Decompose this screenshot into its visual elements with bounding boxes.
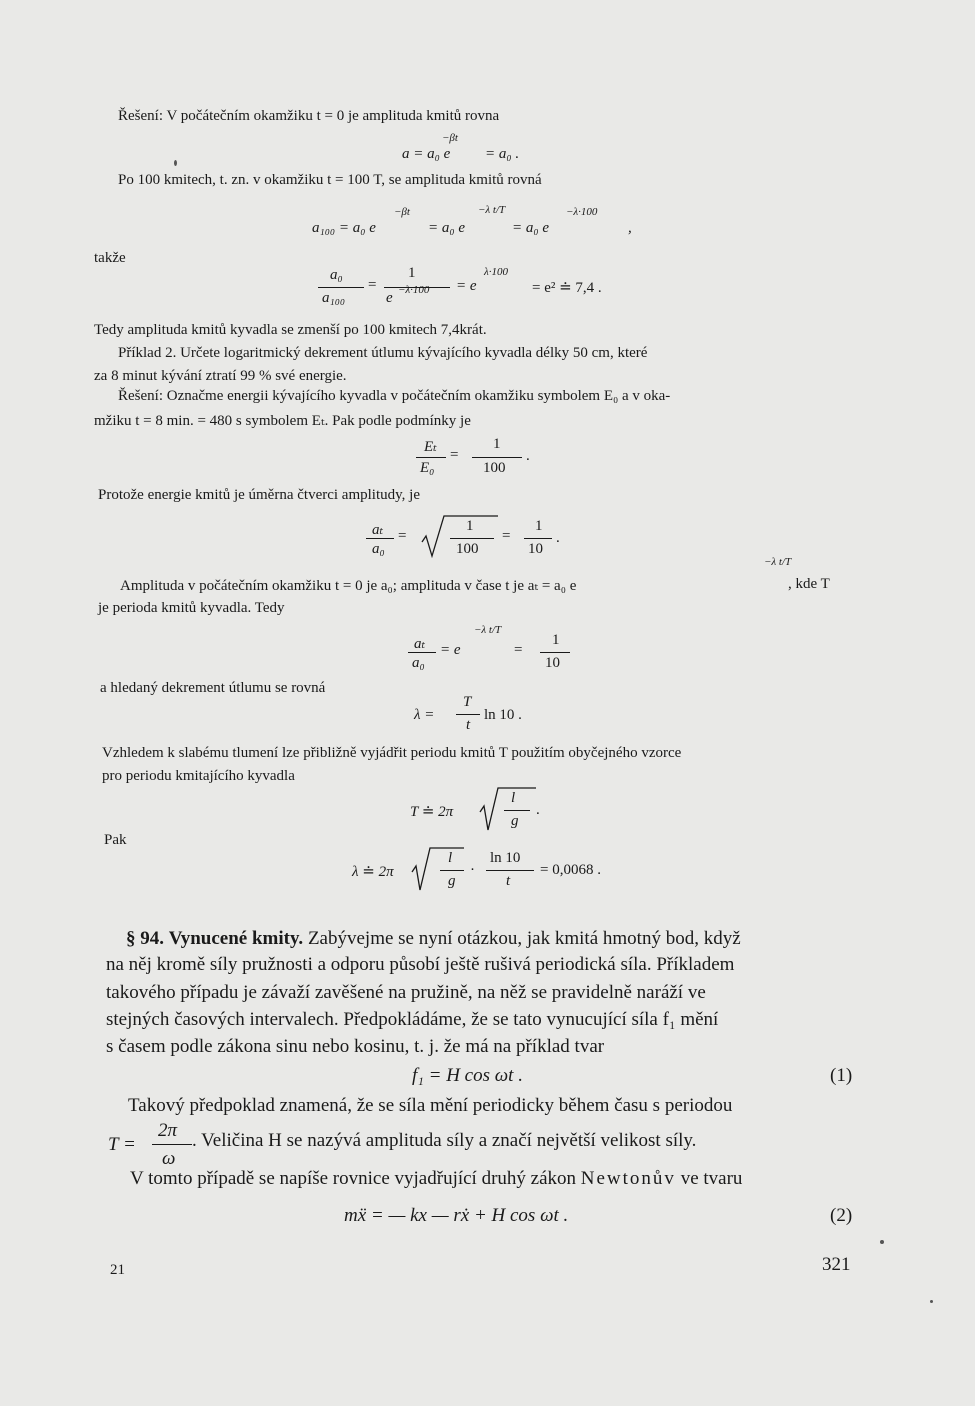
section-para-line-3: takového případu je závaží zavěšené na pružině, na něž se pravidelně naráží ve: [106, 982, 706, 1003]
eq-14-exponent: −λ t/T: [764, 556, 792, 568]
eq-5-frac-line: [366, 538, 394, 539]
signature-mark: 21: [110, 1262, 125, 1278]
eq-3-rhs: = e: [456, 278, 477, 294]
section-para-line-1: Zabývejme se nyní otázkou, jak kmitá hmotný bod, když: [307, 928, 741, 949]
eq-8-dot: .: [536, 802, 540, 818]
section-para-line-8: [130, 1168, 742, 1190]
eq-5-num-3: 1: [535, 518, 543, 534]
eq-9-den-2: t: [506, 873, 511, 889]
eq-3-den-2: e: [386, 290, 393, 306]
text-line-3: Po 100 kmitech, t. zn. v okamžiku t = 100 T, se amplituda kmitů rovná: [118, 172, 542, 188]
eq-9-num: l: [448, 850, 453, 866]
eq-5-root-num: 1: [466, 518, 474, 534]
eq-7-lhs: λ =: [414, 707, 435, 723]
eq-5-dot: .: [556, 530, 560, 546]
formula-T-den: ω: [162, 1148, 176, 1169]
eq-3-den: a₁₀₀: [322, 290, 346, 306]
eq-1-rhs: = a₀ .: [485, 146, 520, 162]
eq-8-lhs: T ≐ 2π: [410, 804, 454, 820]
example-2-line-1: Příklad 2. Určete logaritmický dekrement útlumu kývajícího kyvadla délky 50 cm, které: [118, 345, 648, 361]
text-line-6: Tedy amplituda kmitů kyvadla se zmenší po 100 kmitech 7,4krát.: [94, 322, 487, 338]
eq-1-exponent: −βt: [442, 132, 458, 144]
eq-8-den: g: [511, 813, 519, 829]
eq-8-frac-line: [504, 810, 530, 811]
eq-9-lhs: λ ≐ 2π: [352, 864, 394, 880]
eq-5-den: a₀: [372, 541, 385, 557]
text-line-19: Vzhledem k slabému tlumení lze přibližně vyjádřit periodu kmitů T použitím obyčejného vzorce: [102, 745, 682, 761]
eq-6-num-2: 1: [552, 632, 560, 648]
eq-3-num-2: 1: [408, 265, 416, 281]
eq-3-end: = e² ≐ 7,4 .: [532, 280, 602, 296]
eq-6-num: aₜ: [414, 636, 426, 652]
eq-4-frac-line-2: [472, 457, 522, 458]
sqrt-sign-3: [410, 844, 466, 894]
sqrt-sign-2: [478, 784, 538, 834]
formula-T-lhs: T =: [108, 1134, 136, 1155]
eq-3-equals: =: [368, 277, 377, 293]
eq-9-den: g: [448, 873, 456, 889]
eq-5-den-3: 10: [528, 541, 543, 557]
text-line-14-end: , kde T: [788, 576, 830, 592]
solution-line-1: Řešení: V počátečním okamžiku t = 0 je amplituda kmitů rovna: [118, 108, 500, 124]
text-line-15: je perioda kmitů kyvadla. Tedy: [98, 600, 285, 616]
eq-5-equals: =: [398, 528, 407, 544]
section-heading: [126, 928, 741, 950]
eq-7-den: t: [466, 717, 471, 733]
eq-5-root-frac-line: [450, 538, 494, 539]
word-takze: takže: [94, 250, 126, 266]
eq-6-frac-line-2: [540, 652, 570, 653]
section-para-line-4: stejných časových intervalech. Předpokládáme, že se tato vynucující síla f₁ mění: [106, 1009, 719, 1030]
formula-T-frac-line: [152, 1144, 192, 1145]
eq-2-exp-1: −βt: [394, 206, 410, 218]
section-para-line-5: s časem podle zákona sinu nebo kosinu, t. j. že má na příklad tvar: [106, 1036, 605, 1057]
eq-3-frac-line: [318, 287, 364, 288]
eq-2-lhs: a₁₀₀ = a₀ e: [312, 220, 376, 236]
eq-2-mid-2: = a₀ e: [512, 220, 549, 236]
section-para-line-2: na něj kromě síly pružnosti a odporu působí ještě rušivá periodická síla. Příkladem: [106, 954, 735, 975]
eq-2-mid: = a₀ e: [428, 220, 465, 236]
eq-4-den: E₀: [420, 460, 435, 476]
eq-3-den-2-exp: −λ·100: [398, 284, 430, 296]
section-number: § 94.: [126, 928, 164, 949]
text-line-20: pro periodu kmitajícího kyvadla: [102, 768, 295, 784]
eq-4-num-2: 1: [493, 436, 501, 452]
paper-speck: [880, 1240, 884, 1244]
newton-name: Newtonův: [580, 1168, 676, 1189]
eq-2-end: ,: [628, 220, 632, 236]
eq-7-frac-line: [456, 714, 480, 715]
eq-6-frac-line: [408, 652, 436, 653]
formula-T-num: 2π: [158, 1120, 178, 1141]
paper-speck: [174, 160, 177, 166]
eq-4-den-2: 100: [483, 460, 506, 476]
page-number: 321: [822, 1254, 851, 1275]
eq-9-rhs: = 0,0068 .: [540, 862, 601, 878]
eq-3-rhs-exp: λ·100: [484, 266, 509, 278]
eq-5-root-den: 100: [456, 541, 479, 557]
text-line-12: Protože energie kmitů je úměrna čtverci amplitudy, je: [98, 487, 420, 503]
eq-2-exp-2: −λ t/T: [478, 204, 506, 216]
solution-2-line-2: mžiku t = 8 min. = 480 s symbolem Eₜ. Pak podle podmínky je: [94, 413, 471, 429]
text-line-17: a hledaný dekrement útlumu se rovná: [100, 680, 326, 696]
word-pak: Pak: [104, 832, 127, 848]
eq-7-rhs: ln 10 .: [484, 707, 522, 723]
section-para-line-8-end: ve tvaru: [680, 1168, 743, 1189]
section-title: Vynucené kmity.: [168, 928, 304, 949]
eq-9-frac-line: [440, 870, 464, 871]
formula-2: mẍ = — kx — rẋ + H cos ωt .: [344, 1205, 569, 1226]
eq-6-mid: = e: [440, 642, 461, 658]
text-line-14: Amplituda v počátečním okamžiku t = 0 je a₀; amplituda v čase t je aₜ = a₀ e: [120, 578, 577, 594]
section-para-line-8-text: V tomto případě se napíše rovnice vyjadřující druhý zákon: [130, 1168, 577, 1189]
paper-speck: [930, 1300, 933, 1303]
eq-4-num: Eₜ: [424, 439, 437, 455]
eq-1: a = a₀ e: [402, 146, 451, 162]
eq-7-num: T: [463, 694, 472, 710]
eq-9-num-2: ln 10: [490, 850, 521, 866]
eq-5-num: aₜ: [372, 522, 384, 538]
eq-5-equals-2: =: [502, 528, 511, 544]
eq-5-frac-line-3: [524, 538, 552, 539]
eq-6-den: a₀: [412, 655, 425, 671]
section-para-line-7: . Veličina H se nazývá amplituda síly a značí největší velikost síly.: [192, 1130, 697, 1151]
eq-4-dot: .: [526, 448, 530, 464]
eq-3-num: a₀: [330, 267, 343, 283]
eq-9-dot: ·: [470, 862, 475, 878]
section-para-line-6: Takový předpoklad znamená, že se síla mění periodicky během času s periodou: [128, 1095, 733, 1116]
formula-2-number: (2): [830, 1205, 853, 1226]
eq-4-equals: =: [450, 447, 459, 463]
formula-1: f₁ = H cos ωt .: [412, 1065, 523, 1086]
example-2-line-2: za 8 minut kývání ztratí 99 % své energie.: [94, 368, 347, 384]
solution-2-line-1: Řešení: Označme energii kývajícího kyvadla v počátečním okamžiku symbolem E₀ a v oka-: [118, 388, 671, 404]
eq-6-exponent: −λ t/T: [474, 624, 502, 636]
eq-9-frac-line-2: [486, 870, 534, 871]
eq-4-frac-line: [416, 457, 446, 458]
eq-6-den-2: 10: [545, 655, 560, 671]
eq-6-equals: =: [514, 642, 523, 658]
eq-2-exp-3: −λ·100: [566, 206, 598, 218]
formula-1-number: (1): [830, 1065, 853, 1086]
eq-8-num: l: [511, 790, 516, 806]
